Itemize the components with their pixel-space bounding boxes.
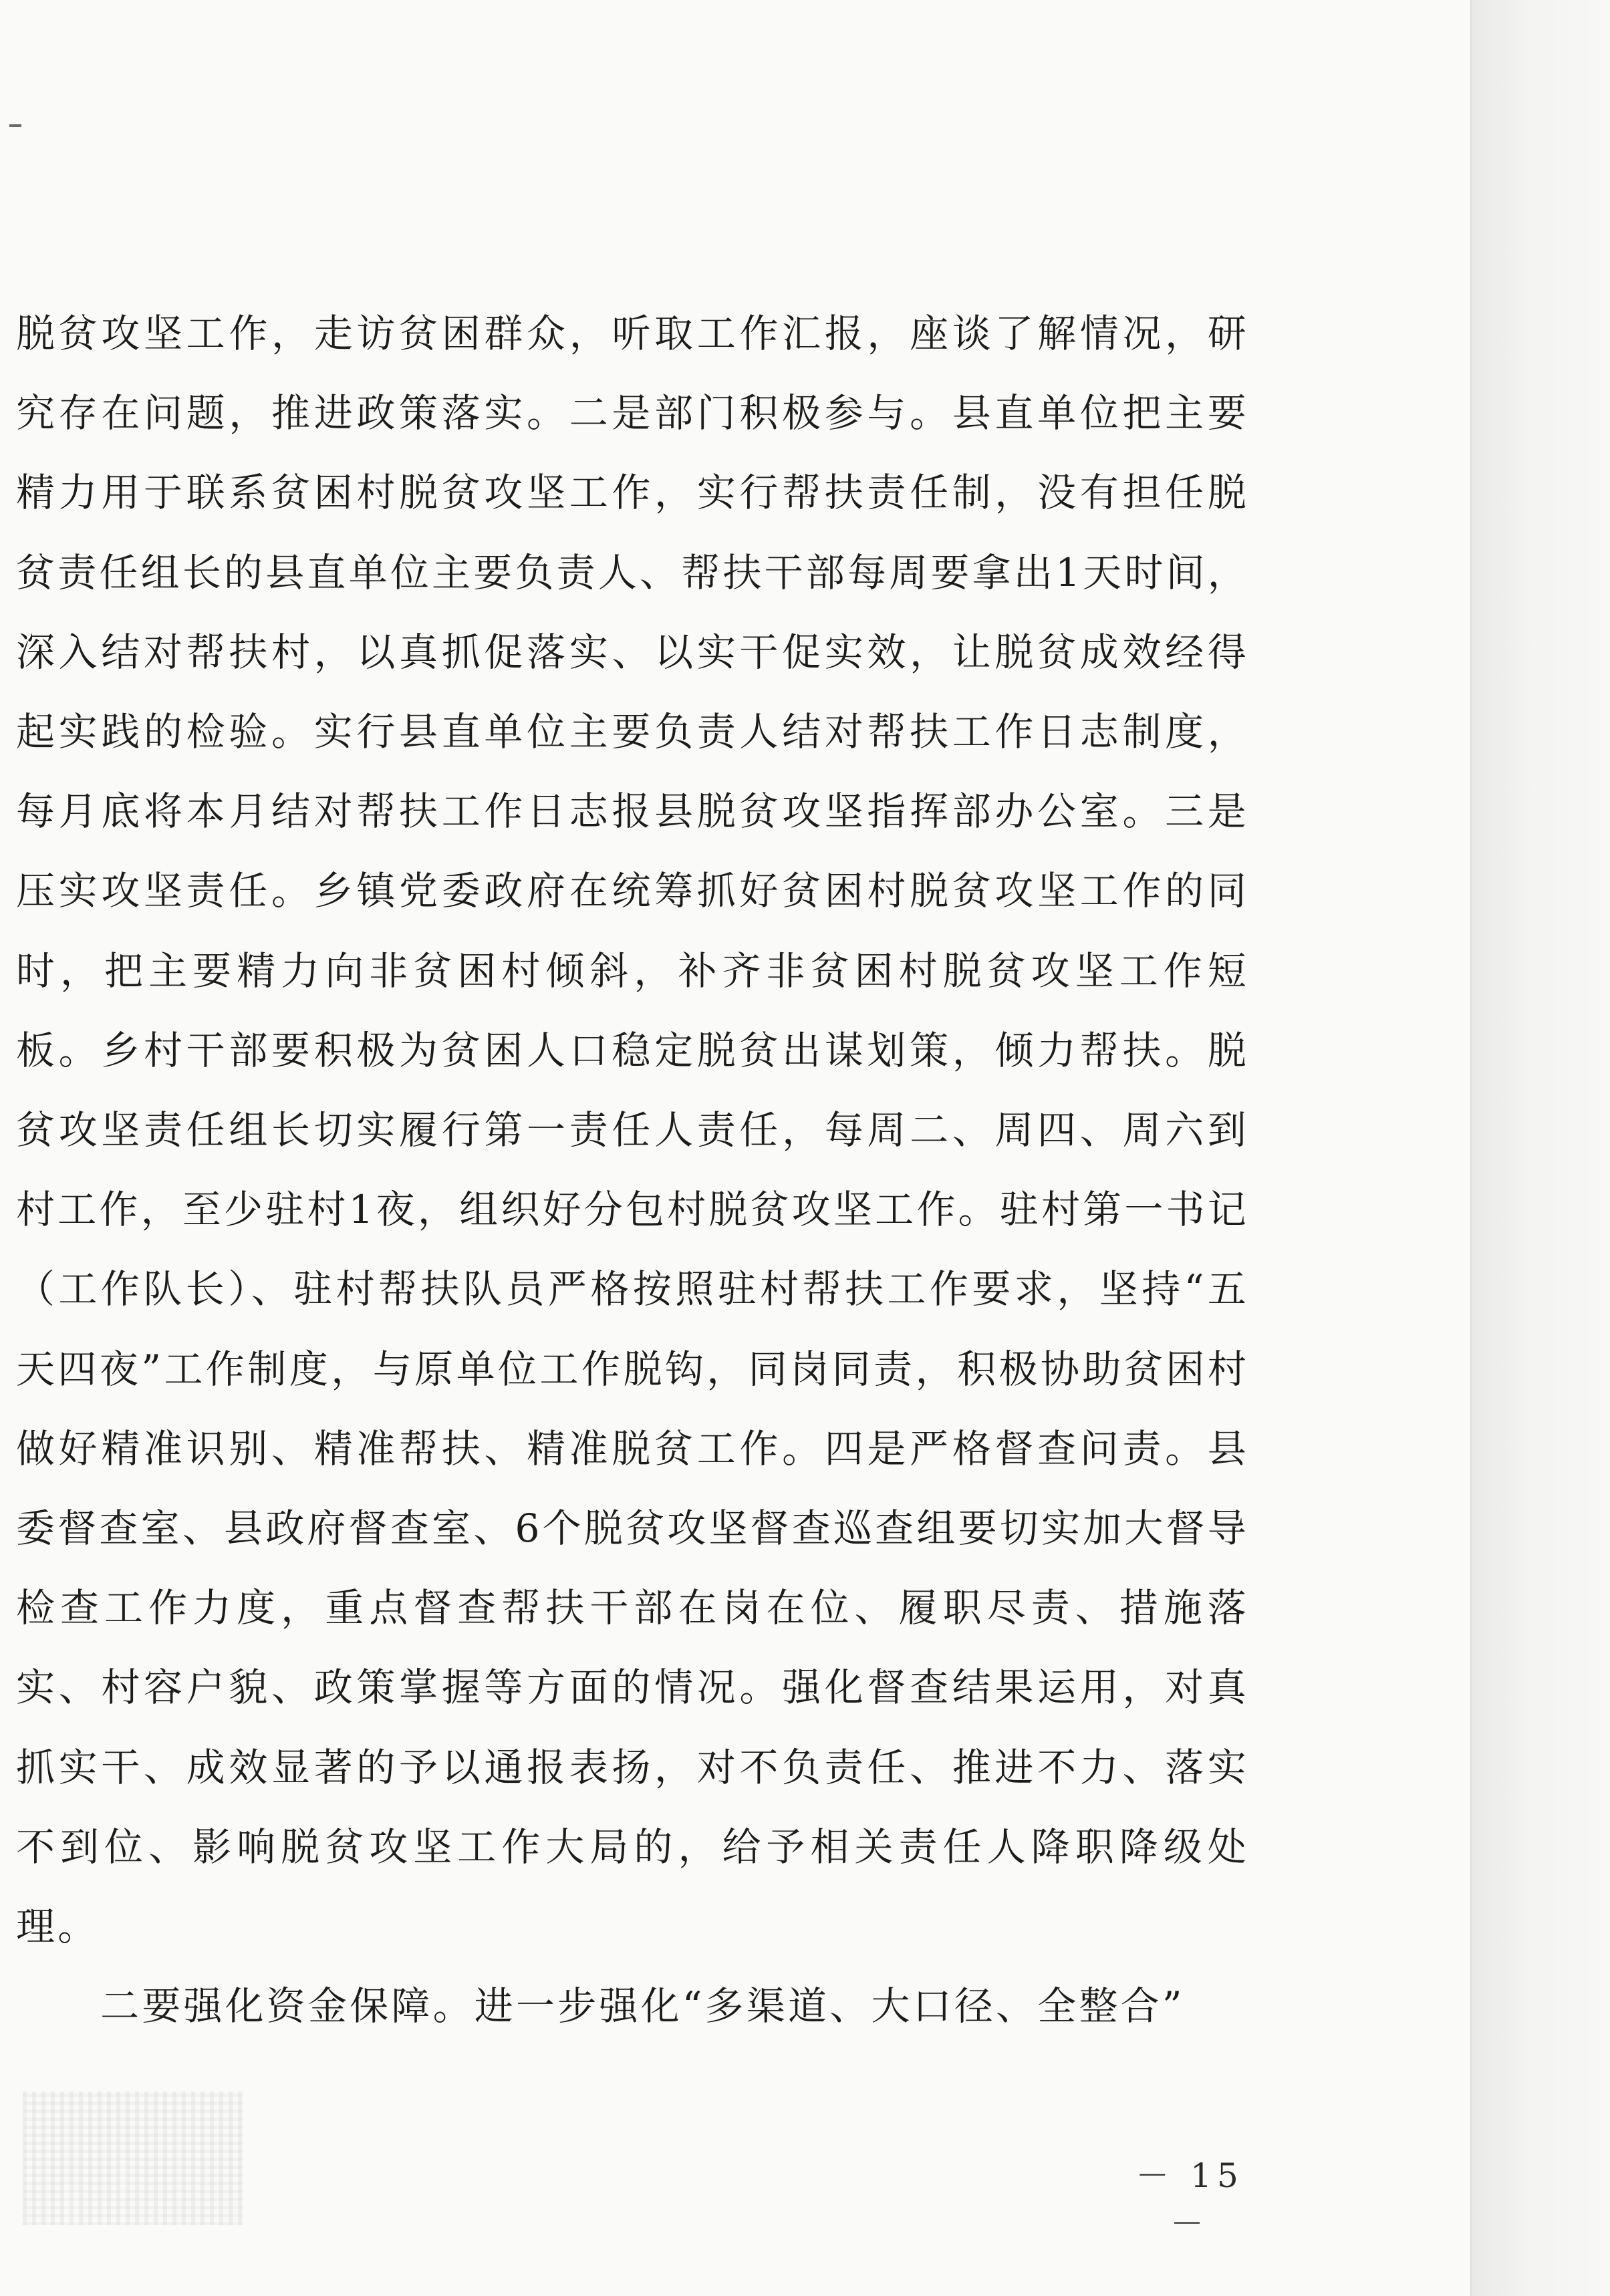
qr-code-bleed-through	[23, 2092, 243, 2225]
body-text	[16, 294, 1249, 2046]
scan-mark	[9, 124, 21, 127]
paragraph: 二要强化资金保障。进一步强化“多渠道、大口径、全整合”	[100, 1983, 1185, 2029]
page-number: － 15 －	[1135, 2156, 1244, 2243]
scan-edge-shadow	[1470, 0, 1610, 2296]
paragraph: 脱贫攻坚工作，走访贫困群众，听取工作汇报，座谈了解情况，研究存在问题，推进政策落实。二是部门积极参与。县直单位把主要精力用于联系贫困村脱贫攻坚工作，实行帮扶责任制，没有担任脱贫责任组长的县直单位主要负责人、帮扶干部每周要拿出1天时间，深入结对帮扶村，以真抓促落实、以实干促实效，让脱贫成效经得起实践的检验。实行县直单位主要负责人结对帮扶工作日志制度，每月底将本月结对帮扶工作日志报县脱贫攻坚指挥部办公室。三是压实攻坚责任。乡镇党委政府在统筹抓好贫困村脱贫攻坚工作的同时，把主要精力向非贫困村倾斜，补齐非贫困村脱贫攻坚工作短板。乡村干部要积极为贫困人口稳定脱贫出谋划策，倾力帮扶。脱贫攻坚责任组长切实履行第一责任人责任，每周二、周四、周六到村工作，至少驻村1夜，组织好分包村脱贫攻坚工作。驻村第一书记（工作队长）、驻村帮扶队员严格按照驻村帮扶工作要求，坚持“五天四夜”工作制度，与原单位工作脱钩，同岗同责，积极协助贫困村做好精准识别、精准帮扶、精准脱贫工作。四是严格督查问责。县委督查室、县政府督查室、6个脱贫攻坚督查巡查组要切实加大督导检查工作力度，重点督查帮扶干部在岗在位、履职尽责、措施落实、村容户貌、政策掌握等方面的情况。强化督查结果运用，对真抓实干、成效显著的予以通报表扬，对不负责任、推进不力、落实不到位、影响脱贫攻坚工作大局的，给予相关责任人降职降级处理。	[16, 311, 1249, 1950]
